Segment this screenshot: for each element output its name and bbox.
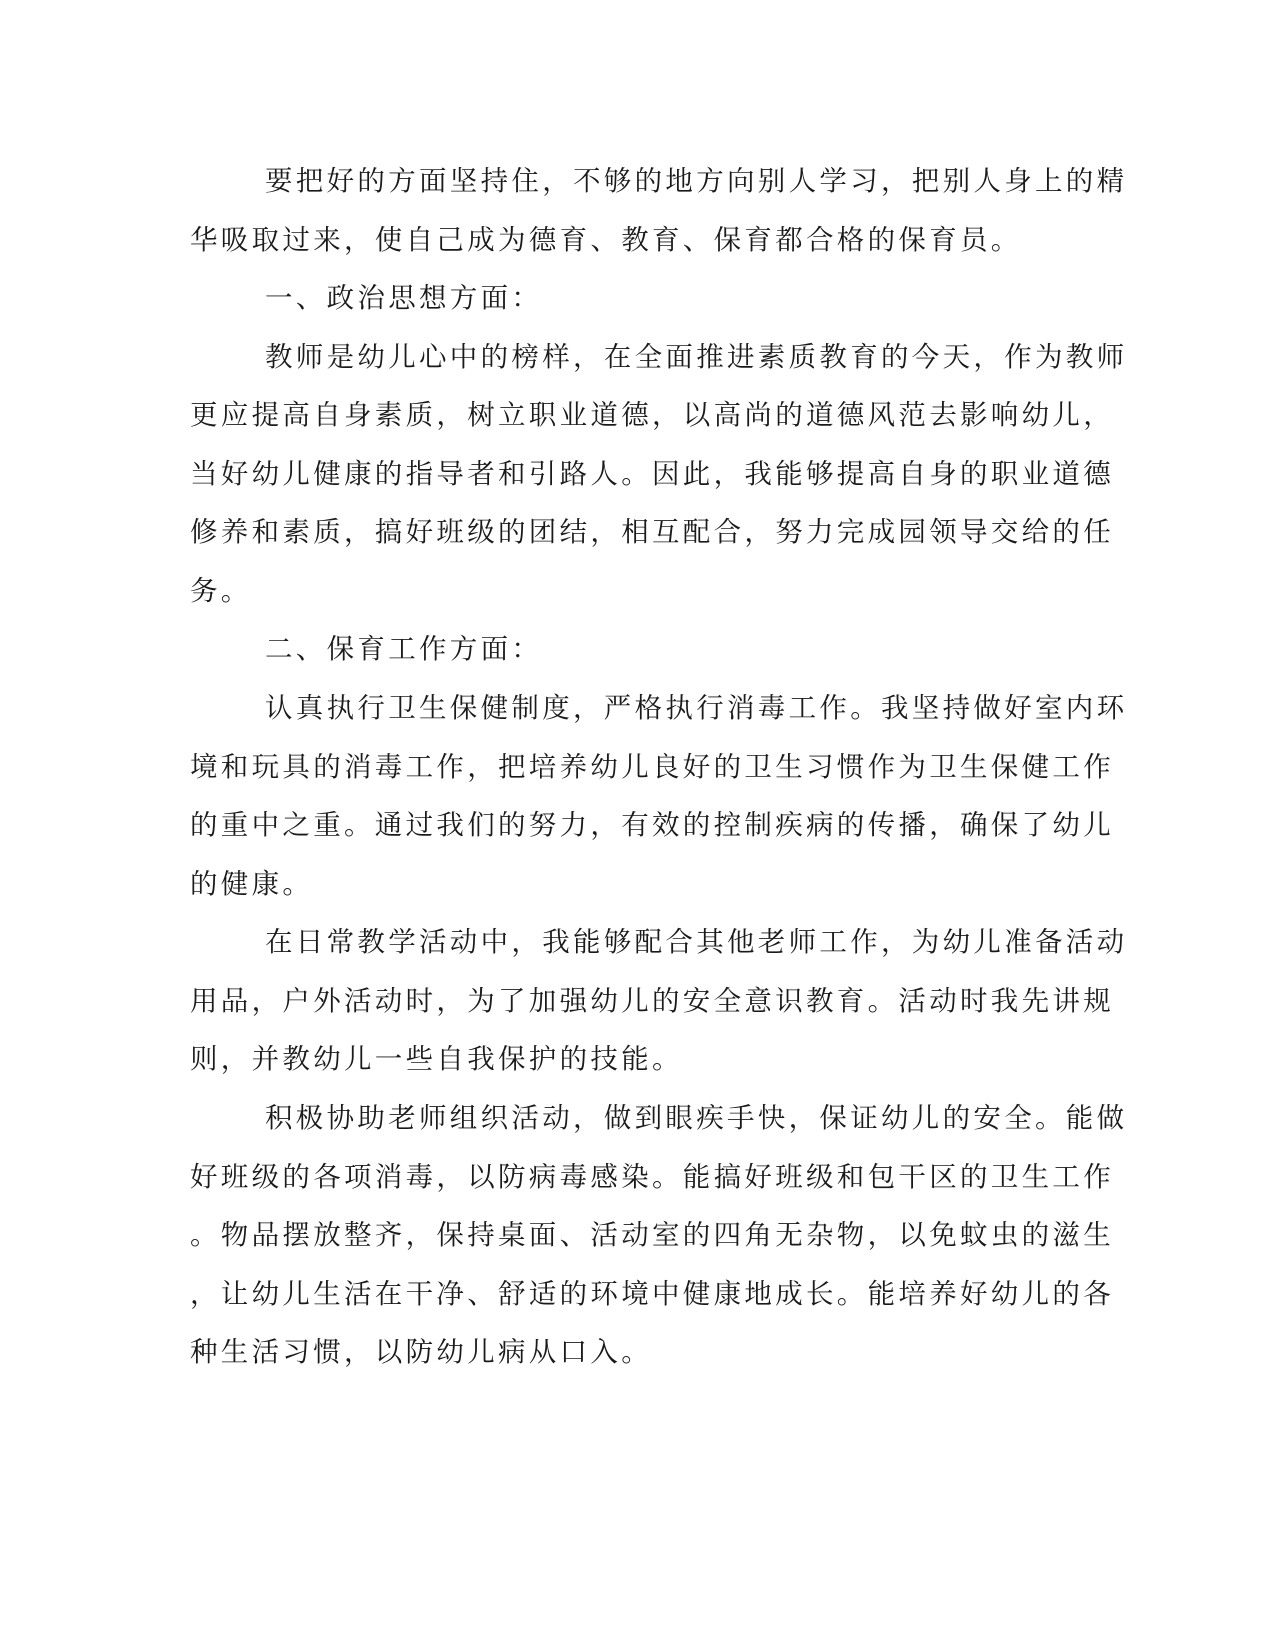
text-line: ，让幼儿生活在干净、舒适的环境中健康地成长。能培养好幼儿的各 — [190, 1278, 1114, 1310]
text-line: 则，并教幼儿一些自我保护的技能。 — [190, 1043, 683, 1075]
text-line: 认真执行卫生保健制度，严格执行消毒工作。我坚持做好室内环 — [265, 692, 1128, 724]
text-line: 要把好的方面坚持住，不够的地方向别人学习，把别人身上的精 — [265, 165, 1128, 197]
text-line: 教师是幼儿心中的榜样，在全面推进素质教育的今天，作为教师 — [265, 341, 1128, 373]
text-line: 境和玩具的消毒工作，把培养幼儿良好的卫生习惯作为卫生保健工作 — [190, 751, 1114, 783]
text-line: 修养和素质，搞好班级的团结，相互配合，努力完成园领导交给的任 — [190, 516, 1114, 548]
text-line: 华吸取过来，使自己成为德育、教育、保育都合格的保育员。 — [190, 224, 1022, 256]
text-line: 的健康。 — [190, 868, 314, 900]
section-heading: 一、政治思想方面： — [265, 282, 543, 314]
section-heading: 二、保育工作方面： — [265, 633, 543, 665]
text-line: 好班级的各项消毒，以防病毒感染。能搞好班级和包干区的卫生工作 — [190, 1161, 1114, 1193]
text-line: 种生活习惯，以防幼儿病从口入。 — [190, 1336, 652, 1368]
text-line: 当好幼儿健康的指导者和引路人。因此，我能够提高自身的职业道德 — [190, 458, 1114, 490]
text-line: 务。 — [190, 575, 252, 607]
text-line: 用品，户外活动时，为了加强幼儿的安全意识教育。活动时我先讲规 — [190, 985, 1114, 1017]
text-line: 积极协助老师组织活动，做到眼疾手快，保证幼儿的安全。能做 — [265, 1102, 1128, 1134]
text-line: 。物品摆放整齐，保持桌面、活动室的四角无杂物，以免蚊虫的滋生 — [190, 1219, 1114, 1251]
text-line: 更应提高自身素质，树立职业道德，以高尚的道德风范去影响幼儿， — [190, 399, 1114, 431]
text-line: 的重中之重。通过我们的努力，有效的控制疾病的传播，确保了幼儿 — [190, 809, 1114, 841]
text-line: 在日常教学活动中，我能够配合其他老师工作，为幼儿准备活动 — [265, 926, 1128, 958]
